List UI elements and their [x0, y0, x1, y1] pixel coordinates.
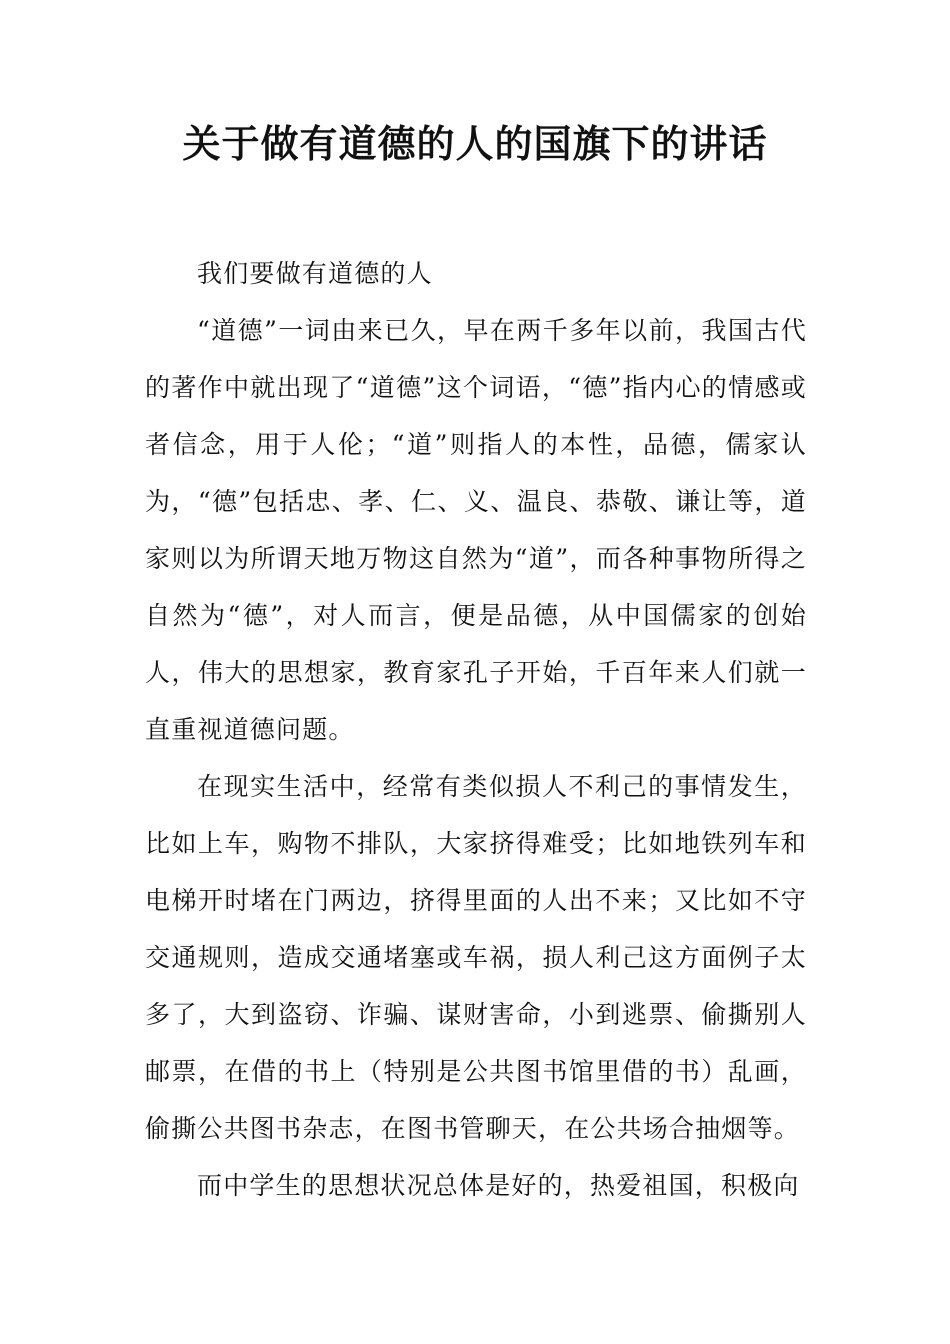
paragraph: 在现实生活中，经常有类似损人不利己的事情发生，比如上车，购物不排队，大家挤得难受；比如地铁列车和电梯开时堵在门两边，挤得里面的人出不来；又比如不守交通规则，造成交通堵塞或车祸，损人利己这方面例子太多了，大到盗窃、诈骗、谋财害命，小到逃票、偷撕别人邮票，在借的书上（特别是公共图书馆里借的书）乱画，偷撕公共图书杂志，在图书管聊天，在公共场合抽烟等。: [145, 772, 807, 1143]
paragraph-heading: 我们要做有道德的人: [197, 259, 433, 288]
document-body: [145, 245, 807, 1214]
paragraph: 而中学生的思想状况总体是好的，热爱祖国，积极向: [197, 1171, 800, 1200]
document-title: 关于做有道德的人的国旗下的讲话: [182, 122, 768, 166]
paragraph: “道德”一词由来已久，早在两千多年以前，我国古代的著作中就出现了“道德”这个词语，“德”指内心的情感或者信念，用于人伦；“道”则指人的本性，品德，儒家认为，“德”包括忠、孝、仁、义、温良、恭敬、谦让等，道家则以为所谓天地万物这自然为“道”，而各种事物所得之自然为“德”，对人而言，便是品德，从中国儒家的创始人，伟大的思想家，教育家孔子开始，千百年来人们就一直重视道德问题。: [145, 316, 807, 744]
